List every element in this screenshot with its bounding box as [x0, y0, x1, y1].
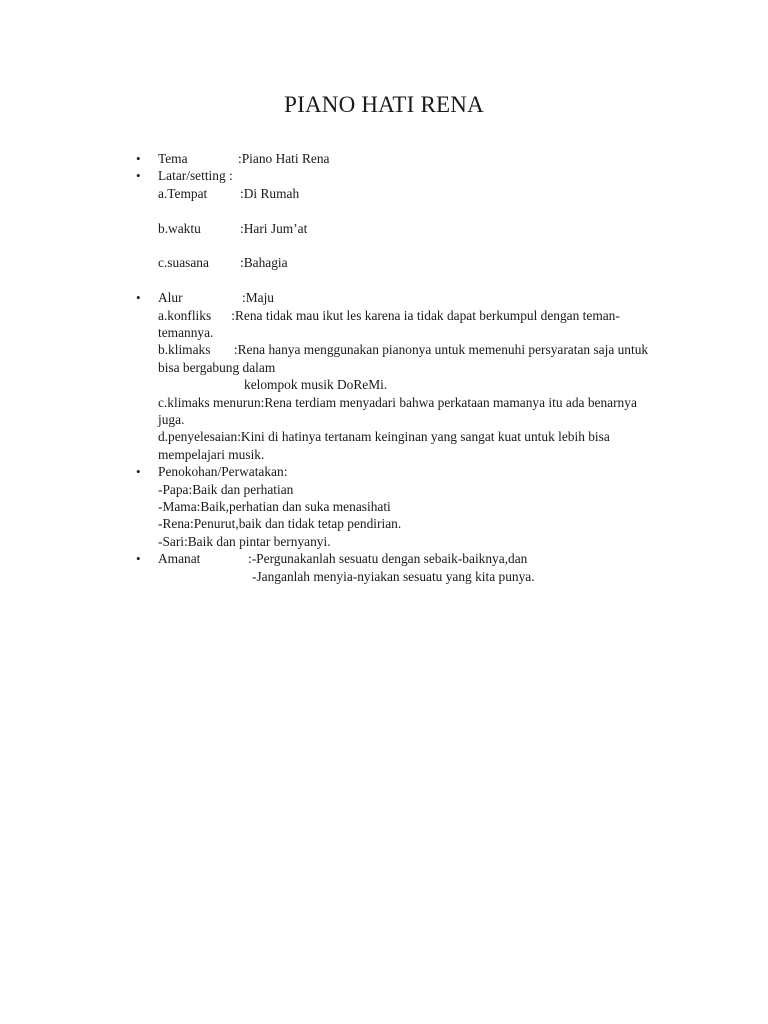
amanat-label: Amanat: [158, 551, 201, 567]
bullet-icon: •: [136, 290, 141, 306]
tempat-label: a.Tempat: [158, 185, 208, 201]
suasana-value: :Bahagia: [240, 255, 288, 271]
penokohan-label: Penokohan/Perwatakan:: [158, 464, 288, 480]
latar-label: Latar/setting :: [158, 168, 233, 184]
klimaks-text: b.klimaks :Rena hanya menggunakan pianonya untuk memenuhi persyaratan saja untuk bisa bergabung dalam: [158, 342, 652, 375]
spacer: [158, 202, 658, 219]
list-item-tema: [136, 150, 658, 167]
waktu-label: b.waktu: [158, 220, 201, 236]
list-item-penokohan: [136, 463, 658, 550]
amanat-line-1: :-Pergunakanlah sesuatu dengan sebaik-baiknya,dan: [248, 551, 528, 567]
document-title: PIANO HATI RENA: [284, 92, 484, 117]
waktu-value: :Hari Jum’at: [240, 220, 308, 236]
list-item-amanat: [136, 550, 658, 585]
character-rena: -Rena:Penurut,baik dan tidak tetap pendirian.: [158, 516, 402, 532]
penyelesaian-text: d.penyelesaian:Kini di hatinya tertanam keinginan yang sangat kuat untuk lebih bisa mempelajari musik.: [158, 429, 610, 462]
bullet-icon: •: [136, 551, 141, 567]
bullet-icon: •: [136, 464, 141, 480]
tema-label: Tema: [158, 151, 188, 166]
suasana-label: c.suasana: [158, 255, 209, 271]
tempat-value: :Di Rumah: [240, 185, 300, 201]
konfliks-text: a.konfliks :Rena tidak mau ikut les karena ia tidak dapat berkumpul dengan teman-temannya.: [158, 307, 620, 341]
klimaks-menurun-text: c.klimaks menurun:Rena terdiam menyadari bahwa perkataan mamanya itu ada benarnya juga.: [158, 394, 637, 428]
bullet-icon: •: [136, 168, 141, 184]
character-sari: -Sari:Baik dan pintar bernyanyi.: [158, 533, 331, 549]
document-body: [136, 150, 658, 585]
alur-label: Alur: [158, 290, 183, 306]
spacer: [158, 237, 658, 254]
spacer: [158, 272, 658, 289]
bullet-icon: •: [136, 151, 141, 166]
character-papa: -Papa:Baik dan perhatian: [158, 481, 294, 497]
alur-value: :Maju: [242, 290, 274, 306]
amanat-line-2: -Janganlah menyia-nyiakan sesuatu yang kita punya.: [252, 568, 535, 584]
list-item-alur: [136, 289, 658, 463]
klimaks-continuation: kelompok musik DoReMi.: [244, 377, 388, 393]
list-item-latar: [136, 167, 658, 289]
character-mama: -Mama:Baik,perhatian dan suka menasihati: [158, 499, 391, 515]
tema-value: :Piano Hati Rena: [238, 151, 330, 166]
